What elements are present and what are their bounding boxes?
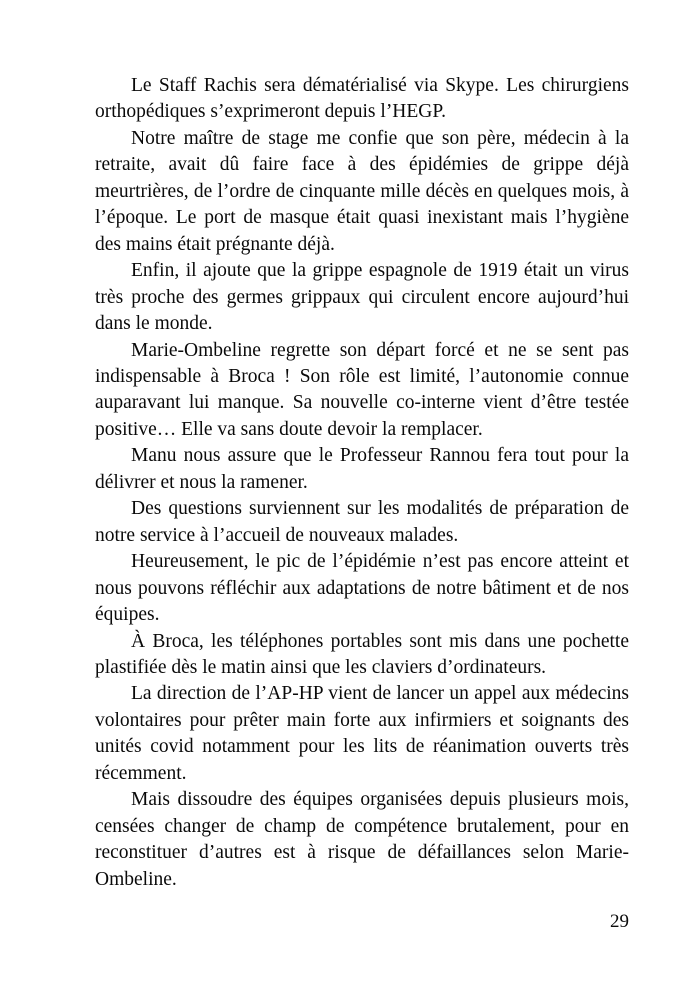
paragraph: Mais dissoudre des équipes organisées depuis plusieurs mois, censées changer de champ de compétence brutalement, pour en reconstituer d’autres est à risque de défaillances selon Marie-Ombeline. [95, 789, 629, 890]
paragraph: Heureusement, le pic de l’épidémie n’est pas encore atteint et nous pouvons réfléchir aux adaptations de notre bâtiment et de nos équipes. [95, 551, 629, 626]
paragraph: Marie-Ombeline regrette son départ forcé et ne se sent pas indispensable à Broca ! Son rôle est limité, l’autonomie connue auparavant lui manque. Sa nouvelle co-interne vient d’être testée positive… Elle va sans doute devoir la remplacer. [95, 339, 629, 440]
paragraph: À Broca, les téléphones portables sont mis dans une pochette plastifiée dès le matin ainsi que les claviers d’ordinateurs. [95, 630, 629, 678]
page-number: 29 [610, 911, 629, 932]
paragraph: Manu nous assure que le Professeur Rannou fera tout pour la délivrer et nous la ramener. [95, 445, 629, 493]
paragraph: Des questions surviennent sur les modalités de préparation de notre service à l’accueil de nouveaux malades. [95, 498, 629, 546]
body-text [95, 73, 629, 893]
paragraph: Notre maître de stage me confie que son père, médecin à la retraite, avait dû faire face à des épidémies de grippe déjà meurtrières, de l’ordre de cinquante mille décès en quelques mois, à l’époque. Le port de masque était quasi inexistant mais l’hygiène des mains était prégnante déjà. [95, 127, 629, 255]
paragraph: La direction de l’AP-HP vient de lancer un appel aux médecins volontaires pour prêter main forte aux infirmiers et soignants des unités covid notamment pour les lits de réanimation ouverts très récemment. [95, 683, 629, 784]
paragraph: Le Staff Rachis sera dématérialisé via Skype. Les chirurgiens orthopédiques s’exprimeront depuis l’HEGP. [95, 75, 629, 123]
paragraph: Enfin, il ajoute que la grippe espagnole de 1919 était un virus très proche des germes grippaux qui circulent encore aujourd’hui dans le monde. [95, 260, 629, 335]
